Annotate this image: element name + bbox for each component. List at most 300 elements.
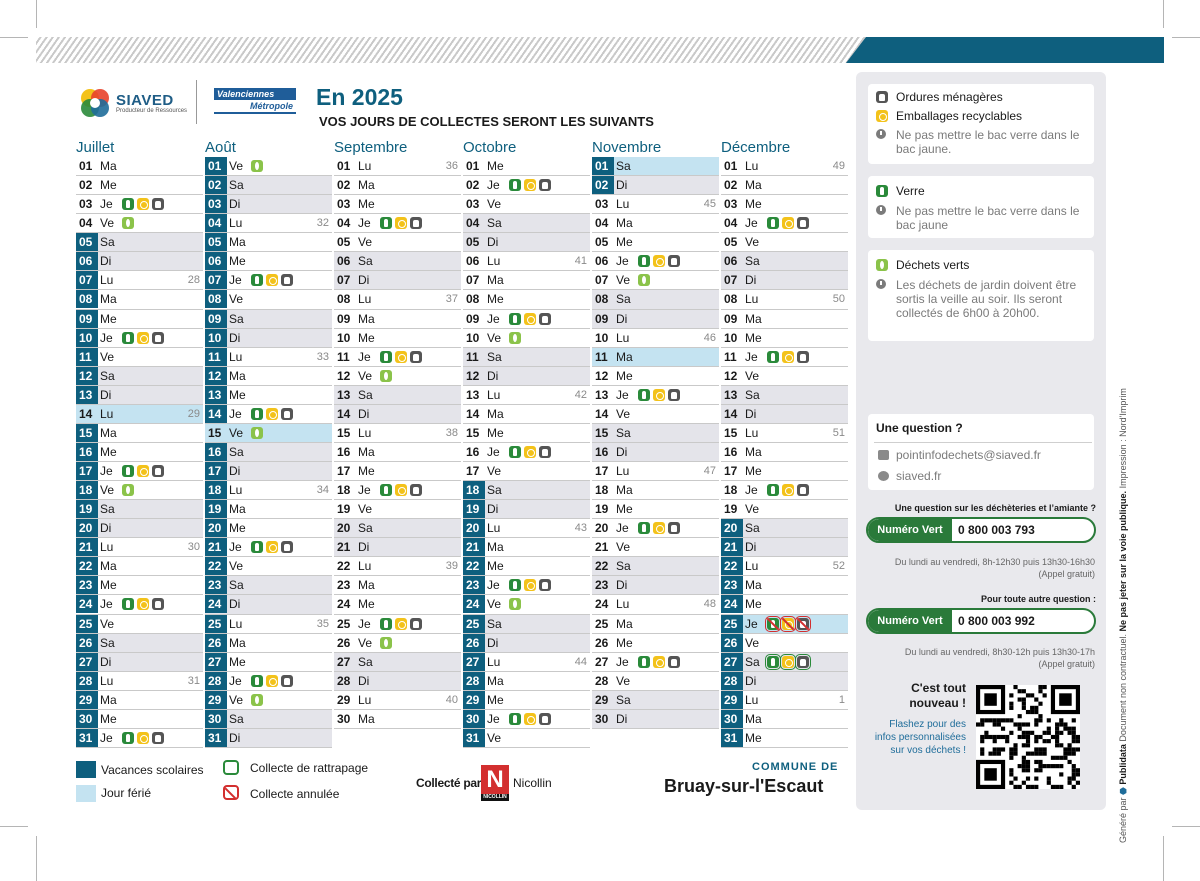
day-name: Ve (229, 159, 244, 173)
day-name: Lu (745, 559, 759, 574)
day-number: 16 (337, 444, 351, 459)
verre-icon (122, 732, 134, 744)
vm-line1: Valenciennes (214, 88, 296, 100)
day-number: 16 (76, 443, 98, 461)
day-row (463, 615, 590, 634)
emballages-icon (137, 198, 149, 210)
day-name: Lu (487, 254, 501, 269)
day-number: 09 (76, 310, 98, 328)
emballages-icon (653, 255, 665, 267)
day-row (592, 710, 719, 729)
collection-icons (251, 427, 263, 440)
day-row (334, 519, 461, 538)
day-number: 08 (205, 290, 227, 308)
day-row (463, 481, 590, 500)
website-link[interactable]: siaved.fr (896, 469, 942, 483)
dechets-verts-icon (509, 332, 521, 344)
dechets-verts-icon (251, 160, 263, 172)
day-name: Di (358, 406, 370, 421)
day-number: 10 (205, 329, 227, 347)
verre-icon (122, 198, 134, 210)
emballages-icon (653, 389, 665, 401)
day-number: 11 (76, 348, 98, 366)
day-row (592, 386, 719, 405)
verre-icon (638, 389, 650, 401)
day-name: Ma (358, 711, 375, 726)
day-row (592, 176, 719, 195)
day-number: 06 (76, 252, 98, 270)
valenciennes-metropole-logo (214, 88, 296, 116)
day-number: 04 (205, 214, 227, 232)
day-name: Ve (487, 197, 502, 212)
week-number: 42 (574, 388, 587, 401)
day-name: Sa (229, 711, 244, 726)
verre-icon (509, 579, 521, 591)
day-name: Ma (616, 616, 633, 631)
month-column-decembre (721, 157, 848, 748)
day-number: 08 (724, 292, 738, 307)
day-name: Je (100, 330, 113, 345)
collected-by-label: Collecté par (416, 776, 482, 790)
day-number: 30 (595, 711, 609, 726)
legend-ferie-swatch (76, 785, 96, 802)
day-row (721, 615, 848, 634)
day-number: 13 (205, 386, 227, 404)
day-row (463, 519, 590, 538)
day-number: 08 (466, 292, 480, 307)
week-number: 46 (703, 331, 716, 344)
day-row (334, 214, 461, 233)
info-dv-note-text: Les déchets de jardin doivent être sortis la veille au soir. Ils seront collectés de 6h00 à 20h00. (896, 278, 1077, 320)
month-column-juillet (76, 157, 203, 748)
day-number: 07 (205, 271, 227, 289)
rattrapage-icon (223, 760, 239, 775)
week-number: 52 (832, 560, 845, 573)
day-name: Ma (745, 444, 762, 459)
day-name: Lu (100, 273, 114, 288)
day-number: 10 (76, 329, 98, 347)
verre-icon (380, 217, 392, 229)
day-number: 30 (205, 710, 227, 728)
day-name: Sa (745, 387, 760, 402)
day-number: 20 (721, 519, 743, 537)
day-row (76, 691, 203, 710)
day-row (205, 576, 332, 595)
siaved-name: SIAVED (116, 92, 174, 109)
day-row (721, 653, 848, 672)
day-row (463, 691, 590, 710)
day-name: Di (745, 673, 757, 688)
day-number: 23 (721, 576, 743, 594)
info-om (868, 90, 1094, 104)
ordures-menageres-icon (539, 313, 551, 325)
day-name: Je (616, 254, 629, 269)
verre-icon (767, 217, 779, 229)
day-number: 13 (337, 387, 351, 402)
day-name: Ma (745, 311, 762, 326)
day-number: 28 (76, 672, 98, 690)
collection-icons (251, 274, 293, 287)
day-number: 05 (205, 233, 227, 251)
day-name: Di (358, 540, 370, 555)
question-divider (874, 442, 1092, 443)
day-name: Me (100, 178, 117, 193)
email-link[interactable]: pointinfodechets@siaved.fr (896, 448, 1041, 462)
day-name: Ve (229, 292, 244, 307)
day-number: 11 (205, 348, 227, 366)
day-name: Lu (358, 692, 372, 707)
crop-mark (1163, 836, 1164, 881)
day-number: 31 (205, 729, 227, 747)
emballages-icon (876, 110, 888, 122)
emballages-icon (266, 408, 278, 420)
day-row (592, 233, 719, 252)
day-name: Ve (745, 502, 760, 517)
day-name: Sa (616, 692, 631, 707)
collection-icons (509, 713, 551, 726)
day-name: Lu (487, 654, 501, 669)
dechets-verts-icon (122, 217, 134, 229)
day-name: Lu (487, 521, 501, 536)
day-number: 26 (595, 635, 609, 650)
day-number: 28 (721, 672, 743, 690)
day-name: Ve (487, 597, 502, 612)
day-row (721, 500, 848, 519)
day-row (592, 615, 719, 634)
ordures-menageres-icon (668, 389, 680, 401)
day-name: Me (487, 692, 504, 707)
day-row (334, 691, 461, 710)
day-number: 08 (595, 292, 609, 307)
day-row (721, 252, 848, 271)
numero-vert-2[interactable] (866, 608, 1096, 634)
verre-icon (251, 274, 263, 286)
day-row (721, 481, 848, 500)
collection-icons (767, 351, 809, 364)
day-number: 09 (595, 311, 609, 326)
day-number: 20 (595, 521, 609, 536)
day-row (721, 195, 848, 214)
day-name: Ve (229, 692, 244, 707)
day-number: 06 (205, 252, 227, 270)
publidata-logo-icon: ⬣ (1118, 784, 1128, 795)
day-row (463, 653, 590, 672)
day-number: 30 (337, 711, 351, 726)
day-number: 18 (337, 483, 351, 498)
day-row (205, 729, 332, 748)
crop-mark (36, 836, 37, 881)
day-name: Je (229, 673, 242, 688)
day-number: 31 (463, 729, 485, 747)
legend-rattrapage-label: Collecte de rattrapage (250, 761, 369, 775)
day-number: 04 (466, 216, 480, 231)
day-row (592, 691, 719, 710)
emballages-icon (524, 579, 536, 591)
day-row (334, 233, 461, 252)
day-name: Me (100, 578, 117, 593)
day-row (205, 634, 332, 653)
collection-icons (509, 598, 521, 611)
vertical-brand: Publidata (1118, 744, 1128, 785)
day-name: Di (358, 273, 370, 288)
info-verre-note (868, 204, 1094, 232)
day-number: 06 (466, 254, 480, 269)
day-row (463, 538, 590, 557)
day-name: Je (358, 616, 371, 631)
day-number: 02 (205, 176, 227, 194)
day-number: 20 (337, 521, 351, 536)
day-name: Ma (358, 578, 375, 593)
day-row (205, 157, 332, 176)
day-row (76, 462, 203, 481)
info-om-label: Ordures ménagères (896, 90, 1003, 104)
day-number: 02 (724, 178, 738, 193)
numero-vert-1[interactable] (866, 517, 1096, 543)
day-number: 22 (76, 557, 98, 575)
day-number: 14 (337, 406, 351, 421)
month-title-octobre: Octobre (463, 139, 517, 156)
day-name: Lu (745, 692, 759, 707)
day-name: Je (229, 406, 242, 421)
day-name: Di (100, 387, 112, 402)
dechets-verts-icon (251, 427, 263, 439)
day-name: Ma (745, 711, 762, 726)
day-row (205, 424, 332, 443)
day-number: 01 (466, 159, 480, 173)
month-column-aout (205, 157, 332, 748)
day-name: Di (616, 178, 628, 193)
day-number: 18 (205, 481, 227, 499)
day-row (76, 481, 203, 500)
week-number: 29 (187, 407, 200, 420)
day-name: Sa (358, 521, 373, 536)
collection-icons (122, 484, 134, 497)
day-row (76, 538, 203, 557)
collection-icons (638, 255, 680, 268)
day-number: 17 (76, 462, 98, 480)
day-number: 12 (724, 368, 738, 383)
hours-2a: Du lundi au vendredi, 8h30-12h puis 13h30-17h (904, 647, 1095, 657)
qr-code[interactable] (976, 685, 1080, 789)
day-row (463, 329, 590, 348)
emballages-icon (782, 351, 794, 363)
day-number: 14 (79, 406, 93, 421)
day-number: 09 (724, 311, 738, 326)
day-row (334, 405, 461, 424)
day-name: Ve (487, 330, 502, 345)
info-icon (876, 205, 886, 215)
emballages-rattrapage-icon (782, 656, 794, 668)
day-row (76, 271, 203, 290)
day-number: 07 (724, 273, 738, 288)
day-row (205, 615, 332, 634)
day-name: Ma (229, 502, 246, 517)
day-row (334, 653, 461, 672)
day-number: 15 (208, 425, 222, 440)
day-row (721, 290, 848, 309)
day-number: 11 (595, 349, 608, 364)
day-row (76, 233, 203, 252)
day-number: 15 (466, 425, 480, 440)
day-name: Di (100, 254, 112, 269)
emballages-icon (524, 713, 536, 725)
day-name: Di (487, 368, 499, 383)
day-number: 26 (463, 634, 485, 652)
day-row (334, 348, 461, 367)
day-name: Di (229, 730, 241, 745)
ordures-menageres-icon (410, 351, 422, 363)
question-other: Pour toute autre question : (980, 594, 1096, 604)
email-icon (878, 450, 889, 460)
day-name: Ve (745, 368, 760, 383)
day-number: 24 (721, 595, 743, 613)
verre-icon (767, 484, 779, 496)
day-name: Je (358, 483, 371, 498)
month-column-novembre (592, 157, 719, 729)
week-number: 1 (838, 693, 845, 706)
month-title-septembre: Septembre (334, 139, 408, 156)
day-name: Ma (358, 444, 375, 459)
day-row (334, 576, 461, 595)
day-name: Me (745, 330, 762, 345)
day-name: Me (100, 444, 117, 459)
ordures-menageres-icon (539, 179, 551, 191)
day-row (592, 367, 719, 386)
emballages-icon (524, 313, 536, 325)
day-row (463, 176, 590, 195)
ordures-menageres-icon (668, 656, 680, 668)
day-number: 16 (466, 444, 480, 459)
verre-annulee-icon (767, 618, 779, 630)
day-row (592, 653, 719, 672)
emballages-icon (653, 656, 665, 668)
emballages-icon (137, 732, 149, 744)
day-name: Sa (745, 254, 760, 269)
day-name: Lu (100, 540, 114, 555)
day-row (721, 386, 848, 405)
crop-mark (1172, 37, 1200, 38)
day-number: 15 (76, 424, 98, 442)
collection-icons (122, 198, 164, 211)
day-name: Ma (616, 216, 633, 231)
day-number: 23 (595, 578, 609, 593)
day-row (334, 634, 461, 653)
day-row (76, 176, 203, 195)
day-name: Di (358, 673, 370, 688)
day-row (592, 576, 719, 595)
collection-icons (380, 370, 392, 383)
day-row (721, 443, 848, 462)
day-number: 25 (205, 615, 227, 633)
day-name: Me (616, 235, 633, 250)
day-name: Ma (487, 540, 504, 555)
collection-icons (509, 579, 551, 592)
day-name: Ma (100, 559, 117, 574)
collection-icons (122, 598, 164, 611)
day-row (334, 195, 461, 214)
day-name: Me (745, 197, 762, 212)
day-number: 23 (337, 578, 351, 593)
emballages-icon (137, 598, 149, 610)
day-name: Je (229, 540, 242, 555)
day-name: Sa (358, 654, 373, 669)
day-name: Lu (100, 406, 114, 421)
numero-vert-2-number: 0 800 003 992 (958, 614, 1035, 628)
day-row (76, 576, 203, 595)
day-name: Me (616, 368, 633, 383)
day-name: Me (229, 387, 246, 402)
collection-icons (638, 656, 680, 669)
day-row (334, 672, 461, 691)
ordures-menageres-icon (410, 217, 422, 229)
day-name: Je (358, 349, 371, 364)
day-name: Je (487, 178, 500, 193)
day-row (334, 710, 461, 729)
day-name: Lu (745, 292, 759, 307)
collection-icons (509, 446, 551, 459)
day-number: 04 (337, 216, 351, 231)
collection-icons (767, 656, 809, 669)
day-row (463, 500, 590, 519)
day-row (334, 386, 461, 405)
day-number: 22 (205, 557, 227, 575)
day-number: 11 (724, 349, 737, 364)
day-row (334, 462, 461, 481)
ordures-menageres-icon (152, 465, 164, 477)
day-number: 28 (595, 673, 609, 688)
day-name: Di (229, 197, 241, 212)
week-number: 30 (187, 541, 200, 554)
week-number: 41 (574, 255, 587, 268)
day-number: 02 (337, 178, 351, 193)
day-number: 27 (76, 653, 98, 671)
week-number: 43 (574, 522, 587, 535)
day-number: 19 (76, 500, 98, 518)
day-number: 25 (595, 616, 609, 631)
day-row (463, 157, 590, 176)
siaved-logo (78, 86, 188, 120)
day-row (76, 252, 203, 271)
day-number: 23 (76, 576, 98, 594)
crop-mark (0, 826, 28, 827)
collection-icons (251, 408, 293, 421)
day-name: Je (745, 483, 758, 498)
day-name: Lu (745, 159, 759, 173)
day-name: Je (358, 216, 371, 231)
week-number: 45 (703, 198, 716, 211)
day-number: 19 (337, 502, 351, 517)
day-row (205, 348, 332, 367)
collection-icons (767, 618, 809, 631)
ordures-menageres-icon (281, 675, 293, 687)
header-blue-bar (866, 37, 1164, 63)
day-name: Ve (229, 559, 244, 574)
day-row (463, 557, 590, 576)
day-name: Ve (100, 483, 115, 498)
day-name: Sa (616, 292, 631, 307)
vm-line2: Métropole (214, 100, 296, 114)
ordures-menageres-icon (281, 541, 293, 553)
day-name: Ve (616, 273, 631, 288)
day-name: Je (745, 216, 758, 231)
day-row (463, 195, 590, 214)
day-name: Di (487, 502, 499, 517)
day-name: Je (487, 711, 500, 726)
nicollin-logo (481, 765, 509, 801)
day-row (592, 405, 719, 424)
day-row (721, 557, 848, 576)
info-icon (876, 129, 886, 139)
